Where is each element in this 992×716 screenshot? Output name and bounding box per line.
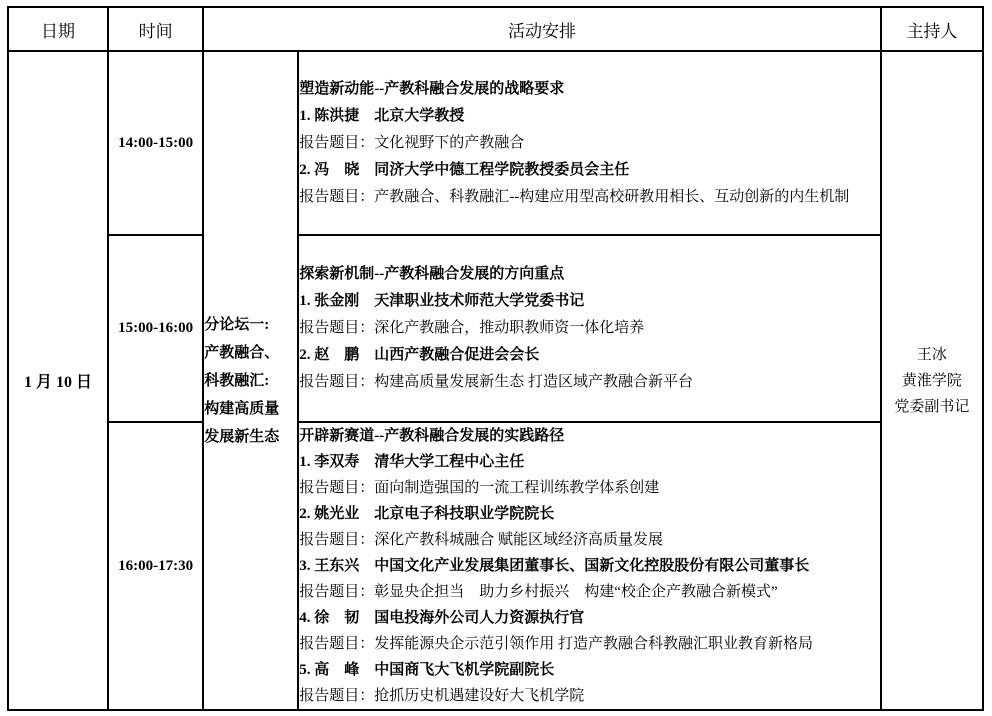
session-title: 开辟新赛道--产教科融合发展的实践路径 — [299, 428, 565, 444]
header-date: 日期 — [8, 7, 108, 51]
speaker-line: 3. 王东兴 中国文化产业发展集团董事长、国新文化控股股份有限公司董事长 — [299, 558, 810, 574]
forum-line-3: 科教融汇: — [204, 372, 270, 389]
topic-line: 报告题目：彰显央企担当 助力乡村振兴 构建“校企企产教融合新模式” — [299, 584, 778, 600]
activities-cell-1 — [298, 51, 881, 235]
topic-line: 报告题目：深化产教融合，推动职教师资一体化培养 — [299, 320, 645, 336]
topic-line: 报告题目：深化产教科城融合 赋能区域经济高质量发展 — [299, 532, 664, 548]
speaker-line: 4. 徐 韧 国电投海外公司人力资源执行官 — [299, 610, 585, 626]
forum-line-2: 产教融合、 — [204, 344, 280, 361]
table-header-row — [8, 7, 983, 51]
speaker-line: 2. 冯 晓 同济大学中德工程学院教授委员会主任 — [299, 161, 630, 178]
host-name: 王冰 — [916, 346, 947, 363]
topic-line: 报告题目：构建高质量发展新生态 打造区域产教融合新平台 — [299, 374, 694, 390]
speaker-line: 1. 张金刚 天津职业技术师范大学党委书记 — [299, 293, 585, 309]
topic-line: 报告题目：抢抓历史机遇建设好大飞机学院 — [299, 688, 585, 704]
topic-line: 报告题目：产教融合、科教融汇--构建应用型高校研教用相长、互动创新的内生机制 — [299, 188, 850, 205]
schedule-table — [7, 6, 984, 711]
speaker-line: 1. 李双寿 清华大学工程中心主任 — [299, 454, 525, 470]
speaker-line: 2. 姚光业 北京电子科技职业学院院长 — [299, 506, 555, 522]
session-row-3 — [8, 422, 983, 710]
time-cell-3: 16:00-17:30 — [108, 422, 203, 710]
session-row-2 — [8, 235, 983, 422]
activities-cell-2 — [298, 235, 881, 422]
host-title: 党委副书记 — [894, 398, 970, 415]
activities-cell-3 — [298, 422, 881, 710]
header-time: 时间 — [108, 7, 203, 51]
session-title: 探索新机制--产教科融合发展的方向重点 — [299, 266, 565, 282]
topic-line: 报告题目：面向制造强国的一流工程训练教学体系创建 — [299, 480, 660, 496]
topic-line: 报告题目：发挥能源央企示范引领作用 打造产教融合科教融汇职业教育新格局 — [299, 636, 814, 652]
forum-line-1: 分论坛一: — [204, 316, 270, 333]
time-cell-1: 14:00-15:00 — [108, 51, 203, 235]
session-title: 塑造新动能--产教科融合发展的战略要求 — [299, 80, 565, 97]
speaker-line: 1. 陈洪捷 北京大学教授 — [299, 107, 465, 124]
speaker-line: 5. 高 峰 中国商飞大飞机学院副院长 — [299, 662, 555, 678]
host-affiliation: 黄淮学院 — [901, 372, 962, 389]
header-activities: 活动安排 — [203, 7, 881, 51]
session-row-1 — [8, 51, 983, 235]
forum-line-4: 构建高质量 — [204, 400, 280, 417]
speaker-line: 2. 赵 鹏 山西产教融合促进会会长 — [299, 347, 540, 363]
topic-line: 报告题目：文化视野下的产教融合 — [299, 134, 525, 151]
time-cell-2: 15:00-16:00 — [108, 235, 203, 422]
forum-line-5: 发展新生态 — [204, 428, 280, 445]
header-host: 主持人 — [881, 7, 983, 51]
host-cell — [881, 51, 983, 710]
forum-cell — [203, 51, 298, 710]
date-cell: 1 月 10 日 — [8, 51, 108, 710]
